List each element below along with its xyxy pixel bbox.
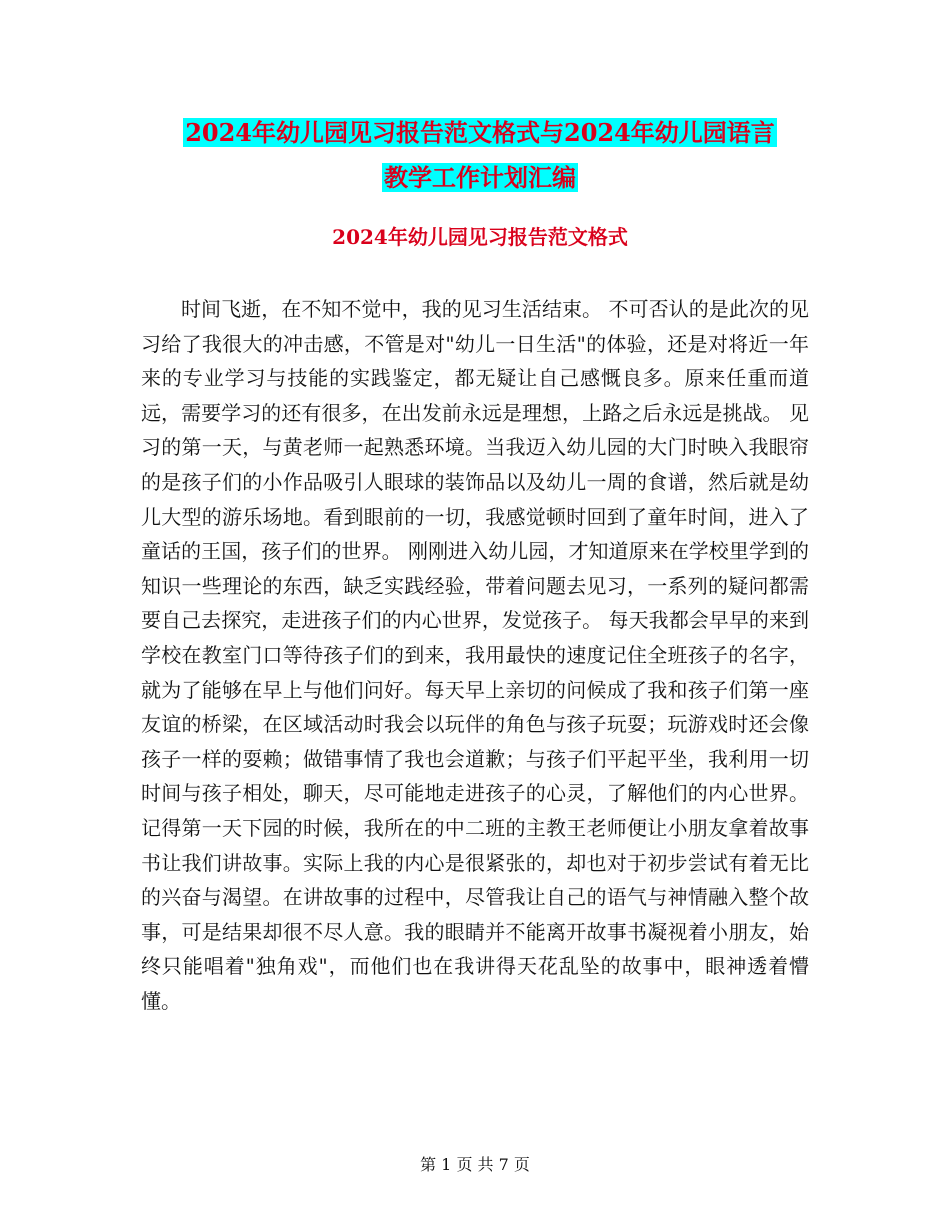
document-title-line-2: 教学工作计划汇编 (384, 163, 576, 192)
body-paragraph: 时间飞逝，在不知不觉中，我的见习生活结束。 不可否认的是此次的见习给了我很大的冲击感，不管是对"幼儿一日生活"的体验，还是对将近一年来的专业学习与技能的实践鉴定，都无疑让自己感慨良多。原来任重而道远，需要学习的还有很多，在出发前永远是理想，上路之后永远是挑战。 见习的第一天，与黄老师一起熟悉环境。当我迈入幼儿园的大门时映入我眼帘的是孩子们的小作品吸引人眼球的装饰品以及幼儿一周的食谱，然后就是幼儿大型的游乐场地。看到眼前的一切，我感觉顿时回到了童年时间，进入了童话的王国，孩子们的世界。 刚刚进入幼儿园，才知道原来在学校里学到的知识一些理论的东西，缺乏实践经验，带着问题去见习，一系列的疑问都需要自己去探究，走进孩子们的内心世界，发觉孩子。 每天我都会早早的来到学校在教室门口等待孩子们的到来，我用最快的速度记住全班孩子的名字，就为了能够在早上与他们问好。每天早上亲切的问候成了我和孩子们第一座友谊的桥梁，在区域活动时我会以玩伴的角色与孩子玩耍；玩游戏时还会像孩子一样的耍赖；做错事情了我也会道歉；与孩子们平起平坐，我利用一切时间与孩子相处，聊天，尽可能地走进孩子的心灵，了解他们的内心世界。 记得第一天下园的时候，我所在的中二班的主教王老师便让小朋友拿着故事书让我们讲故事。实际上我的内心是很紧张的，却也对于初步尝试有着无比的兴奋与渴望。在讲故事的过程中，尽管我让自己的语气与神情融入整个故事，可是结果却很不尽人意。我的眼睛并不能离开故事书凝视着小朋友，始终只能唱着"独角戏"，而他们也在我讲得天花乱坠的故事中，眼神透着懵懂。 (141, 297, 809, 1013)
document-title-line-1: 2024年幼儿园见习报告范文格式与2024年幼儿园语言 (185, 118, 775, 147)
page-footer: 第 1 页 共 7 页 (420, 1155, 530, 1174)
document-title (140, 110, 820, 200)
section-title: 2024年幼儿园见习报告范文格式 (332, 225, 628, 249)
